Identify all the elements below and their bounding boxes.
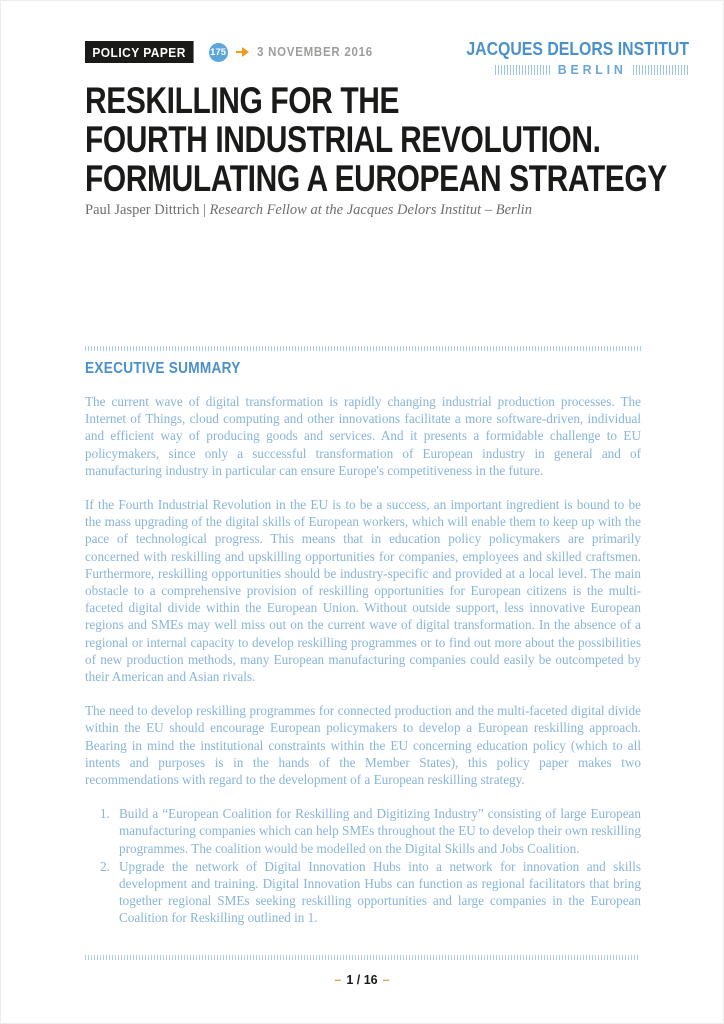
author-name: Paul Jasper Dittrich | <box>85 202 210 218</box>
section-heading: EXECUTIVE SUMMARY <box>85 360 241 377</box>
page-label: 1 / 16 <box>346 973 378 987</box>
byline <box>85 202 685 219</box>
item-text: Upgrade the network of Digital Innovation Hubs into a network for innovation and skills development and training. Digital Innovation Hubs can function as regional facilitators that bring together regional SMEs seeking reskilling opportunities and large companies in the European Coalition for Reskilling outlined in 1. <box>119 858 641 926</box>
policy-paper-badge: POLICY PAPER <box>85 41 193 63</box>
recommendation-list <box>85 805 641 926</box>
summary-body <box>85 393 641 927</box>
issue-date: 3 NOVEMBER 2016 <box>256 45 373 59</box>
logo-stripes-left-icon <box>495 65 551 75</box>
document-title <box>85 80 667 199</box>
page-dash-left: – <box>334 973 342 987</box>
title-line-3: FORMULATING A EUROPEAN STRATEGY <box>85 158 667 199</box>
page-number <box>1 973 723 987</box>
executive-summary-section <box>85 346 641 928</box>
arrow-right-icon <box>236 47 249 57</box>
page-dash-right: – <box>382 973 390 987</box>
institute-logo <box>436 39 689 77</box>
summary-paragraph-1: The current wave of digital transformation is rapidly changing industrial production processes. The Internet of Things, cloud computing and other innovations facilitate a more software-driven, individual and efficient way of producing goods and services. And it presents a formidable challenge to EU policymakers, since only a successful transformation of European industry in general and of manufacturing industry in particular can ensure Europe's competitiveness in the future. <box>85 394 641 478</box>
summary-paragraph-2: If the Fourth Industrial Revolution in the EU is to be a success, an important ingredient is bound to be the mass upgrading of the digital skills of European workers, which will enable them to keep up with the pace of technological progress. This means that in education policy policymakers are primarily concerned with reskilling and upskilling opportunities for companies, employees and skilled craftsmen. Furthermore, reskilling opportunities should be industry-specific and provided at a local level. The main obstacle to a comprehensive provision of reskilling opportunities for European citizens is the multi-faceted digital divide within the European Union. Without outside support, less innovative European regions and SMEs may well miss out on the current wave of digital transformation. In the absence of a regional or internal capacity to develop reskilling programmes or to find out more about the possibilities of new production methods, many European manufacturing companies could easily be outcompeted by their American and Asian rivals. <box>85 497 641 685</box>
logo-stripes-right-icon <box>633 65 689 75</box>
item-number: 2. <box>100 858 110 874</box>
title-line-2: FOURTH INDUSTRIAL REVOLUTION. <box>85 119 601 160</box>
arrow-head <box>242 47 249 57</box>
logo-subtitle-row <box>436 62 689 77</box>
logo-title: JACQUES DELORS INSTITUT <box>466 39 689 59</box>
title-line-1: RESKILLING FOR THE <box>85 80 400 121</box>
summary-paragraph-3: The need to develop reskilling programmes for connected production and the multi-faceted digital divide within the EU should encourage European policymakers to develop a European reskilling approach. Bearing in mind the institutional constraints within the EU concerning education policy (which to all intents and purposes is in the hands of the Member States), this policy paper makes two recommendations with regard to the development of a European reskilling strategy. <box>85 703 641 788</box>
section-divider <box>85 346 641 351</box>
issue-number-badge: 175 <box>209 43 228 62</box>
item-number: 1. <box>100 806 110 822</box>
list-item <box>85 805 641 857</box>
item-text: Build a “European Coalition for Reskilling and Digitizing Industry” consisting of large European manufacturing companies which can help SMEs throughout the EU to develop their own reskilling programmes. The coalition would be modelled on the Digital Skills and Jobs Coalition. <box>119 806 641 856</box>
author-role: Research Fellow at the Jacques Delors Institut – Berlin <box>209 202 532 218</box>
logo-subtitle: BERLIN <box>557 62 627 77</box>
list-item <box>85 858 641 927</box>
footer-divider <box>85 955 639 960</box>
header-meta-row <box>85 41 383 63</box>
